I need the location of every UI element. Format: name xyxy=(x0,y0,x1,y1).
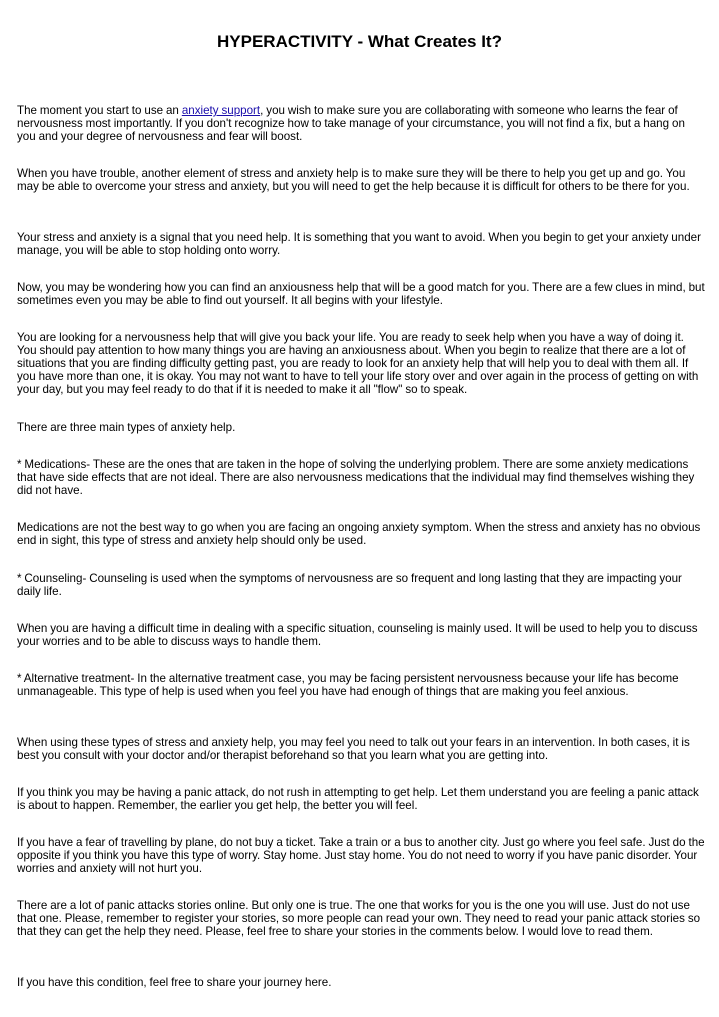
paragraph: Your stress and anxiety is a signal that you need help. It is something that you want to avoid. When you begin to get your anxiety under manage, you will be able to stop holding onto worry. xyxy=(17,231,701,257)
paragraph: * Alternative treatment- In the alternative treatment case, you may be facing persistent nervousness because your life has become unmanageable. This type of help is used when you feel you have had enough of things that are making you feel anxious. xyxy=(17,672,679,698)
paragraph-intro xyxy=(17,104,705,143)
paragraph: If you think you may be having a panic attack, do not rush in attempting to get help. Let them understand you are feeling a panic attack is about to happen. Remember, the earlier you get help, the better you will feel. xyxy=(17,786,699,812)
page-title: HYPERACTIVITY - What Creates It? xyxy=(217,32,502,51)
paragraph: There are three main types of anxiety help. xyxy=(17,421,236,434)
paragraph: When using these types of stress and anxiety help, you may feel you need to talk out your fears in an intervention. In both cases, it is best you consult with your doctor and/or therapist beforehand so that you learn what you are getting into. xyxy=(17,736,690,762)
paragraph: When you are having a difficult time in dealing with a specific situation, counseling is mainly used. It will be used to help you to discuss your worries and to be able to discuss ways to handle them. xyxy=(17,622,698,648)
paragraph: * Medications- These are the ones that are taken in the hope of solving the underlying problem. There are some anxiety medications that have side effects that are not ideal. There are also nervousness medications that the individual may find themselves wishing they did not have. xyxy=(17,458,695,497)
paragraph: There are a lot of panic attacks stories online. But only one is true. The one that works for you is the one you will use. Just do not use that one. Please, remember to register your stories, so more people can read your own. They need to read your panic attack stories so that they can get the help they need. Please, feel free to share your stories in the comments below. I would love to read them. xyxy=(17,899,701,938)
intro-text-before: The moment you start to use an xyxy=(17,104,182,117)
paragraph: If you have this condition, feel free to share your journey here. xyxy=(17,976,332,989)
paragraph: You are looking for a nervousness help that will give you back your life. You are ready to seek help when you have a way of doing it. You should pay attention to how many things you are having an anxiousness about. When you begin to realize that there are a lot of situations that you are finding difficulty getting past, you are ready to look for an anxiety help that will help you to deal with them all. If you have more than one, it is okay. You may not want to have to tell your life story over and over again in the process of getting on with your day, but you may feel ready to do that if it is needed to make it all "flow" so to speak. xyxy=(17,331,699,396)
paragraph: If you have a fear of travelling by plane, do not buy a ticket. Take a train or a bus to another city. Just go where you feel safe. Just do the opposite if you think you have this type of worry. Stay home. Just stay home. You do not need to worry if you have panic disorder. Your worries and anxiety will not hurt you. xyxy=(17,836,705,875)
intro-text-after: , you wish to make sure you are collaborating with someone who learns the fear of nervousness most importantly. If you don't recognize how to take manage of your circumstance, you will not find a fix, but a hang on you and your degree of nervousness and fear will boost. xyxy=(17,104,685,143)
anxiety-support-link[interactable]: anxiety support xyxy=(181,104,261,117)
paragraph: When you have trouble, another element of stress and anxiety help is to make sure they will be there to help you get up and go. You may be able to overcome your stress and anxiety, but you will need to get the help because it is difficult for others to be there for you. xyxy=(17,167,690,193)
paragraph: Now, you may be wondering how you can find an anxiousness help that will be a good match for you. There are a few clues in mind, but sometimes even you may be able to find out yourself. It all begins with your lifestyle. xyxy=(17,281,705,307)
paragraph: * Counseling- Counseling is used when the symptoms of nervousness are so frequent and long lasting that they are impacting your daily life. xyxy=(17,572,682,598)
paragraph: Medications are not the best way to go when you are facing an ongoing anxiety symptom. When the stress and anxiety has no obvious end in sight, this type of stress and anxiety help should only be used. xyxy=(17,521,701,547)
